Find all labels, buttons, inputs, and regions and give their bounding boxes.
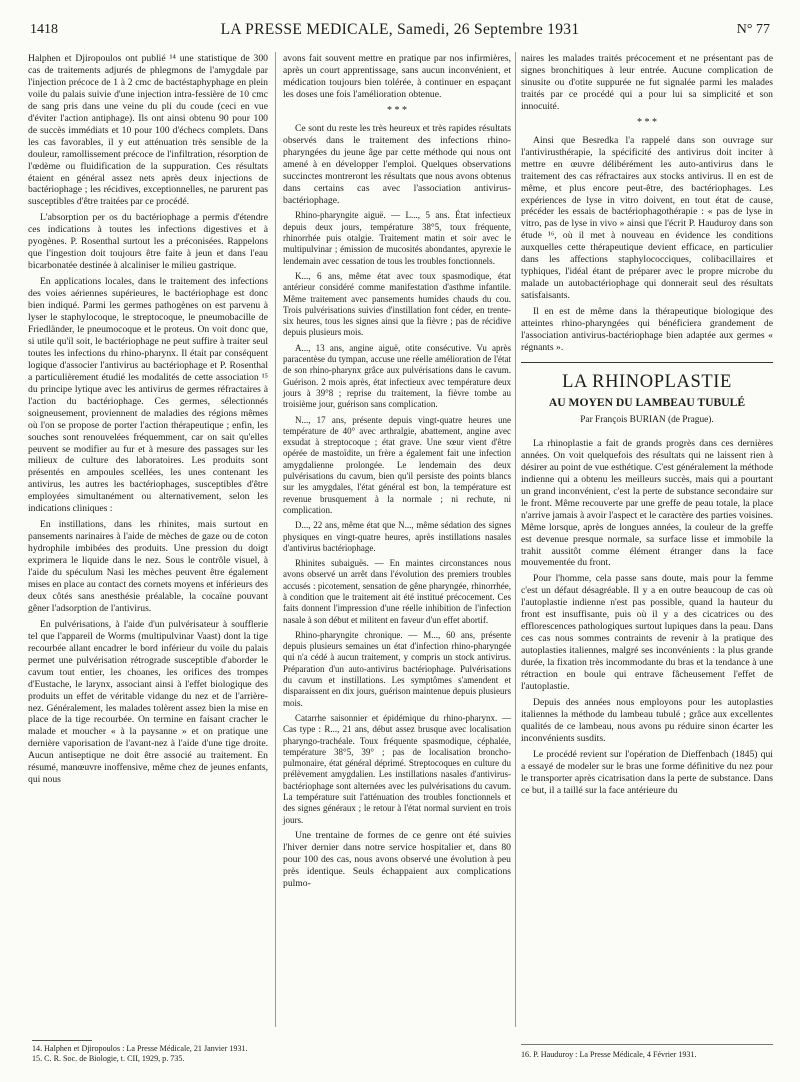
page-header — [30, 22, 770, 44]
column-3 — [521, 53, 773, 801]
case-report: Catarrhe saisonnier et épidémique du rhino-pharynx. — Cas type : R..., 21 ans, début assez brusque avec localisation pharyngo-trachéale. Toux fréquente spasmodique, céphalée, température 38°5, 39° ; pas de localisation broncho-pulmonaire, état général déprimé. Streptocoques en culture du prélèvement amygdalien. Les instillations nasales d'antivirus-bactériophage sont alternées avec les pulvérisations du cavum. La température suit l'atténuation des troubles fonctionnels et des signes généraux ; le retour à l'état normal survient en trois jours. — [283, 712, 511, 825]
paragraph: Ce sont du reste les très heureux et très rapides résultats observés dans le traitement des infections rhino-pharyngées du jeune âge par cette méthode qui nous ont amené à en développer l'emploi. Quelques observations succinctes montreront les résultats que nous avons obtenus dans certains cas avec l'association antivirus-bactériophage. — [283, 122, 511, 206]
paragraph: En instillations, dans les rhinites, mais surtout en pansements narinaires à l'aide de mèches de gaze ou de coton hydrophile imbibées des produits. Une pression du doigt exprimera le liquide dans le nez. Sous le contrôle visuel, à l'aide du spéculum Nasi les mèches peuvent être également mises en place au contact des cornets moyens et inférieurs des deux côtés sans anesthésie préalable, la cocaïne pouvant gêner l'adsorption de l'antivirus. — [28, 519, 268, 614]
case-report: A..., 13 ans, angine aiguë, otite consécutive. Vu après paracentèse du tympan, accuse une réelle amélioration de l'état de son rhino-pharynx grâce aux pulvérisations dans le cavum. Guérison. 2 mois après, état infectieux avec température deux jours à 39°8 ; reprise du traitement, la fièvre tombe au troisième jour, guérison sans complication. — [283, 342, 511, 410]
paragraph: En pulvérisations, à l'aide d'un pulvérisateur à soufflerie tel que l'appareil de Worms (multipulvinar Vaast) dont la tige recourbée allant encadrer le bord inférieur du voile du palais permet une pulvérisation rétrograde susceptible d'aborder le cavum tout entier, les choanes, les orifices des trompes d'Eustache, le larynx, associant ainsi à l'effet biologique des produits un effet de véritable vidange du nez et de l'arrière-nez. Généralement, les malades tolèrent assez bien la mise en place de la tige recourbée. On termine en faisant cracher le malade et moucher « à la paysanne » et on pratique une dernière vaporisation de l'avant-nez à l'aide d'une tige droite. Aucun antiseptique ne doit être associé au traitement. En résumé, manœuvre inoffensive, même chez de jeunes enfants, qui nous — [28, 618, 268, 786]
article-title: LA RHINOPLASTIE — [562, 371, 732, 392]
paragraph: Depuis des années nous employons pour les autoplasties italiennes la méthode du lambeau tubulé ; grâce aux excellentes qualités de ce lambeau, nous avons pu réduire sinon écarter les inconvénients susdits. — [521, 696, 773, 744]
footnote: 14. Halphen et Djiropoulos : La Presse Médicale, 21 Janvier 1931. — [32, 1044, 248, 1053]
case-report: N..., 17 ans, présente depuis vingt-quatre heures une température de 40° avec arthralgie, abattement, angine avec exsudat à streptocoque ; état grave. Une sœur vient d'être opérée de mastoïdite, un frère a également fait une infection amygdalienne prolongée. Le lendemain des deux pulvérisations du cavum, bien qu'il persiste des points blancs sur les amygdales, l'état général est bon, la température est revenue brusquement à la normale ; ni rechute, ni complication. — [283, 414, 511, 515]
article-divider — [521, 362, 773, 363]
page-number: 1418 — [30, 22, 58, 37]
paragraph: naires les malades traités précocement et ne présentant pas de signes bronchitiques à leur entrée. Aucune complication de sinusite ou d'otite suppurée ne fut signalée parmi les malades traités par ce procédé qui a pour lui sa simplicité et son innocuité. — [521, 53, 773, 112]
paragraph: Le procédé revient sur l'opération de Dieffenbach (1845) qui a essayé de modeler sur le bras une forme définitive du nez pour le transporter après cicatrisation dans la perte de substance. Dans ce but, il a taillé sur la face antérieure du — [521, 748, 773, 796]
article-subtitle: AU MOYEN DU LAMBEAU TUBULÉ — [548, 395, 746, 409]
paragraph: L'absorption per os du bactériophage a permis d'étendre ces indications à toutes les infections digestives et à pyogènes. P. Rosenthal surtout les a préconisées. Rappelons que l'ingestion doit toujours être faite à jeun et dans l'eau bicarbonatée destinée à alcaliniser le milieu gastrique. — [28, 212, 268, 272]
footnotes-right — [521, 1038, 773, 1060]
footnote: 15. C. R. Soc. de Biologie, t. CII, 1929, p. 735. — [32, 1054, 185, 1064]
paragraph: avons fait souvent mettre en pratique par nos infirmières, après un court apprentissage, sans aucun inconvénient, et médication toujours bien tolérée, à continuer en espaçant les doses une fois l'amélioration obtenue. — [283, 53, 511, 100]
paragraph: Une trentaine de formes de ce genre ont été suivies l'hiver dernier dans notre service hospitalier et, dans 80 pour 100 des cas, nous avons observé une évolution à peu près identique. Seuls échappaient aux complications pulmo- — [283, 829, 511, 889]
paragraph: La rhinoplastie a fait de grands progrès dans ces dernières années. On voit quelquefois des résultats qui ne laissent rien à désirer au point de vue esthétique. C'est généralement la méthode indienne qui a obtenu les meilleurs succès, mais qui a pourtant un grand inconvénient, c'est la perte de substance secondaire sur le front. Même recouverte par une greffe de peau totale, la place n'arrive jamais à avoir l'aspect et le caractère des parties voisines. Même lorsque, après de longues années, la couleur de la greffe est devenue presque normale, sa surface lisse et immobile la trahit aussitôt comme élément étranger dans la face mouvementée du front. — [521, 437, 773, 569]
section-separator: * * * — [637, 116, 657, 128]
journal-title: LA PRESSE MEDICALE, Samedi, 26 Septembre 1931 — [220, 21, 580, 38]
column-2 — [283, 53, 511, 894]
paragraph: En applications locales, dans le traitement des infections des voies aériennes supérieures, le bactériophage est donc bien indiqué. Parmi les germes pathogènes on est parvenu à lyser le staphylocoque, le streptocoque, le pneumobacille de Friedländer, le pneumocoque et le proteus. On voit donc que, si utile qu'il soit, le bactériophage ne peut suffire à traiter seul toutes les infections du rhino-pharynx. Il était par conséquent logique d'associer l'antivirus au bactériophage et P. Rosenthal a particulièrement étudié les modalités de cette association ¹⁵ du principe lytique avec les antivirus de germes réfractaires à l'action du bactériophage. Ces germes, sélectionnés soigneusement, proviennent de maladies des régions mêmes où l'on se propose de porter l'action thérapeutique ; enfin, les souches sont renouvelées fréquemment, car on sait qu'elles peuvent se modifier au fur et à mesure des passages sur les milieux de culture des laboratoires. Les produits sont présentés en ampoules scellées, les unes contenant les antivirus, les autres les bactériophages, susceptibles d'être employées simultanément ou alternativement, selon les indications cliniques : — [28, 276, 268, 515]
case-report: K..., 6 ans, même état avec toux spasmodique, état antérieur considéré comme manifestation d'asthme infantile. Même traitement avec pansements humides chauds du cou. Trois pulvérisations suivies d'instillation font céder, en trente-six heures, tous les signes ainsi que la fièvre ; pas de récidive depuis plusieurs mois. — [283, 270, 511, 338]
issue-number: N° 77 — [736, 22, 770, 37]
section-separator: * * * — [387, 104, 407, 116]
footnote-rule — [32, 1040, 92, 1041]
paragraph: Halphen et Djiropoulos ont publié ¹⁴ une statistique de 300 cas de traitements adjurés de phlegmons de l'amygdale par l'injection précoce de 1 à 2 cmc de bactéstaphyphage en plein voile du palais suivie d'une injection intra-fessière de 10 cmc de sang pris dans une veine du pli du coude (ceci en vue d'éviter l'action antiphage). Ils ont ainsi obtenu 90 pour 100 de succès immédiats et 10 pour 100 d'échecs complets. Dans les cas favorables, il y eut atténuation très sensible de la douleur, ramollissement précoce de l'infiltration, résorption de l'œdème ou fluidification de la suppuration. Ces résultats étaient en général assez nets après deux injections de bactériophage ; les récidives, exceptionnelles, ne parurent pas susceptibles d'être traitées par ce procédé. — [28, 53, 268, 208]
column-1 — [28, 53, 268, 790]
footnote: 16. P. Hauduroy : La Presse Médicale, 4 Février 1931. — [521, 1050, 697, 1059]
case-report: D..., 22 ans, même état que N..., même sédation des signes physiques en vingt-quatre heures, après instillations nasales d'antivirus bactériophage. — [283, 520, 511, 553]
case-report: Rhinites subaiguës. — En maintes circonstances nous avons observé un arrêt dans l'évolution des premiers troubles accusés : picotement, sensation de gêne pharyngée, rhinorrhée, à condition que le traitement ait été institué précocement. Ces faits donnent l'impression d'une réelle inhibition de l'infection nasale à son début et militent en faveur d'un effet abortif. — [283, 558, 511, 625]
paragraph: Il en est de même dans la thérapeutique biologique des atteintes rhino-pharyngées qui bénéficiera grandement de l'association antivirus-bactériophage bien adaptée aux germes « régnants ». — [521, 306, 773, 353]
footnote-rule — [521, 1044, 773, 1045]
case-report: Rhino-pharyngite chronique. — M..., 60 ans, présente depuis plusieurs semaines un état d'infection rhino-pharyngée qui n'a cédé à aucun traitement, y compris un stock antivirus. Préparation d'un auto-antivirus bactériophage. Pulvérisations du cavum et instillations. Les symptômes s'amendent et disparaissent en dix jours, guérison maintenue depuis plusieurs mois. — [283, 629, 511, 708]
case-report: Rhino-pharyngite aiguë. — L..., 5 ans. État infectieux depuis deux jours, température 38°5, toux fréquente, rhinorrhée puis otalgie. Traitement matin et soir avec le multipulvinar ; émission de mucosités abondantes, apyrexie le lendemain avec cessation de tous les troubles fonctionnels. — [283, 210, 511, 266]
footnotes-left — [32, 1040, 268, 1065]
paragraph: Ainsi que Besredka l'a rappelé dans son ouvrage sur l'antivirusthérapie, la spécificité des antivirus doit inciter à mettre en œuvre délibérément les auto-antivirus dans le traitement des cas réfractaires aux stocks antivirus. Il en est de même, et plus encore peut-être, des bactériophages. Les expériences de lyse in vitro doivent, en tout état de cause, précéder les essais de bactériophagothérapie : « pas de lyse in vitro, pas de lyse in vivo » ainsi que l'écrit P. Hauduroy dans son étude ¹⁶, où il met à nouveau en évidence les conditions auxquelles cette thérapeutique devient efficace, en particulier dans les affections staphylococciques, colibacillaires et typhiques, l'idéal étant de préparer avec le propre microbe du malade un autobactériophage qui donnerait seul des résultats satisfaisants. — [521, 134, 773, 302]
column-rule — [515, 52, 516, 1027]
article-author: Par François BURIAN (de Prague). — [580, 414, 714, 425]
paragraph: Pour l'homme, cela passe sans doute, mais pour la femme c'est un défaut désagréable. Il y a en outre beaucoup de cas où l'autoplastie indienne n'est pas possible, quand la hauteur du front est insuffisante, puis où il y a des cicatrices ou des efflorescences pathologiques surtout lupiques dans la peau. Dans ces cas nous sommes contraints de revenir à la pratique des autoplasties italiennes, malgré ses inconvénients : la plus grande durée, la fixation très incommodante du bras et la tendance à une rétraction en boule qui entrave fâcheusement l'effet de l'autoplastie. — [521, 573, 773, 692]
column-rule — [275, 52, 276, 1027]
